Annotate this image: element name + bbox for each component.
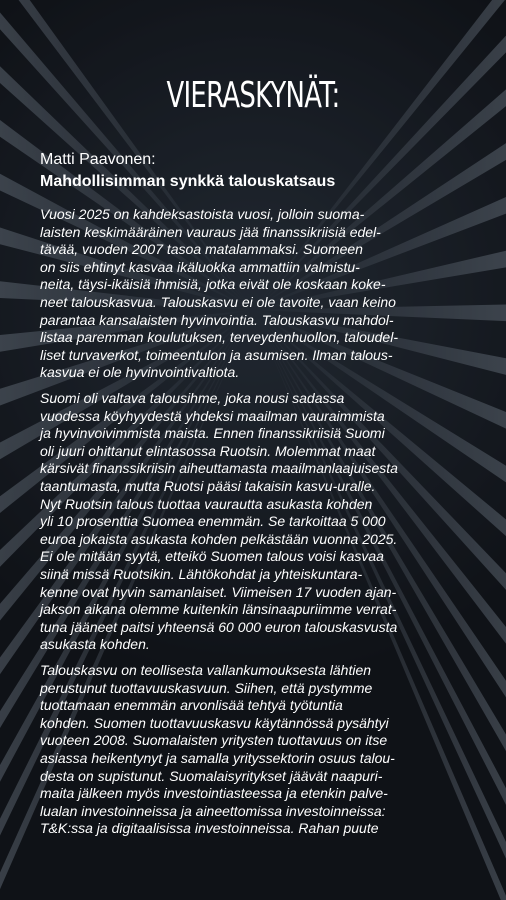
article-paragraph: Suomi oli valtava talousihme, joka nousi sadassa vuodessa köyhyydestä yhdeksi maailman vauraimmista ja hyvinvoivimmista maista. Ennen finanssikriisiä Suomi oli juuri ohittanut elintasossa Ruotsin. Molemmat maat kärsivät finanssikriisin aiheuttamasta maailmanlaajuisesta taantumasta, mutta Ruotsi pääsi takaisin kasvu-uralle. Nyt Ruotsin talous tuottaa vaurautta asukasta kohden yli 10 prosenttia Suomea enemmän. Se tarkoittaa 5 000 euroa jokaista asukasta kohden pelkästään vuonna 2025. Ei ole mitään syytä, etteikö Suomen talous voisi kasvaa siinä missä Ruotsikin. Lähtökohdat ja yhteiskuntara- kenne ovat hyvin samanlaiset. Viimeisen 17 vuoden ajan- jakson aikana olemme kuitenkin länsinaapuriimme verrat- tuna jääneet paitsi yhteensä 60 000 euron talouskasvusta asukasta kohden. — [40, 390, 398, 653]
section-heading: VIERASKYNÄT: — [166, 75, 340, 116]
author-name: Matti Paavonen: — [40, 151, 156, 168]
article-paragraph: Vuosi 2025 on kahdeksastoista vuosi, jolloin suoma- laisten keskimääräinen vauraus jää finanssikriisiä edel- tävää, vuoden 2007 tasoa matalammaksi. Suomeen on siis ehtinyt kasvaa ikäluokka ammattiin valmistu- neita, täysi-ikäisiä ihmisiä, jotka eivät ole koskaan koke- neet talouskasvua. Talouskasvu ei ole tavoite, vaan keino parantaa kansalaisten hyvinvointia. Talouskasvu mahdol- listaa paremman koulutuksen, terveydenhuollon, taloudel- liset turvaverkot, toimeentulon ja asumisen. Ilman talous- kasvua ei ole hyvinvointivaltiota. — [40, 206, 398, 381]
article-paragraph: Talouskasvu on teollisesta vallankumouksesta lähtien perustunut tuottavuuskasvuun. Siihen, että pystymme tuottamaan enemmän arvonlisää tehtyä työtuntia kohden. Suomen tuottavuuskasvu käytännössä pysähtyi vuoteen 2008. Suomalaisten yritysten tuottavuus on itse asiassa heikentynyt ja samalla yrityssektorin osuus talou- desta on supistunut. Suomalaisyritykset jäävät naapuri- maita jälkeen myös investointiasteessa ja etenkin palve- lualan investoinneissa ja aineettomissa investoinneissa: T&K:ssa ja digitaalisissa investoinneissa. Rahan puute — [40, 662, 395, 837]
article-title: Mahdollisimman synkkä talouskatsaus — [40, 173, 336, 190]
